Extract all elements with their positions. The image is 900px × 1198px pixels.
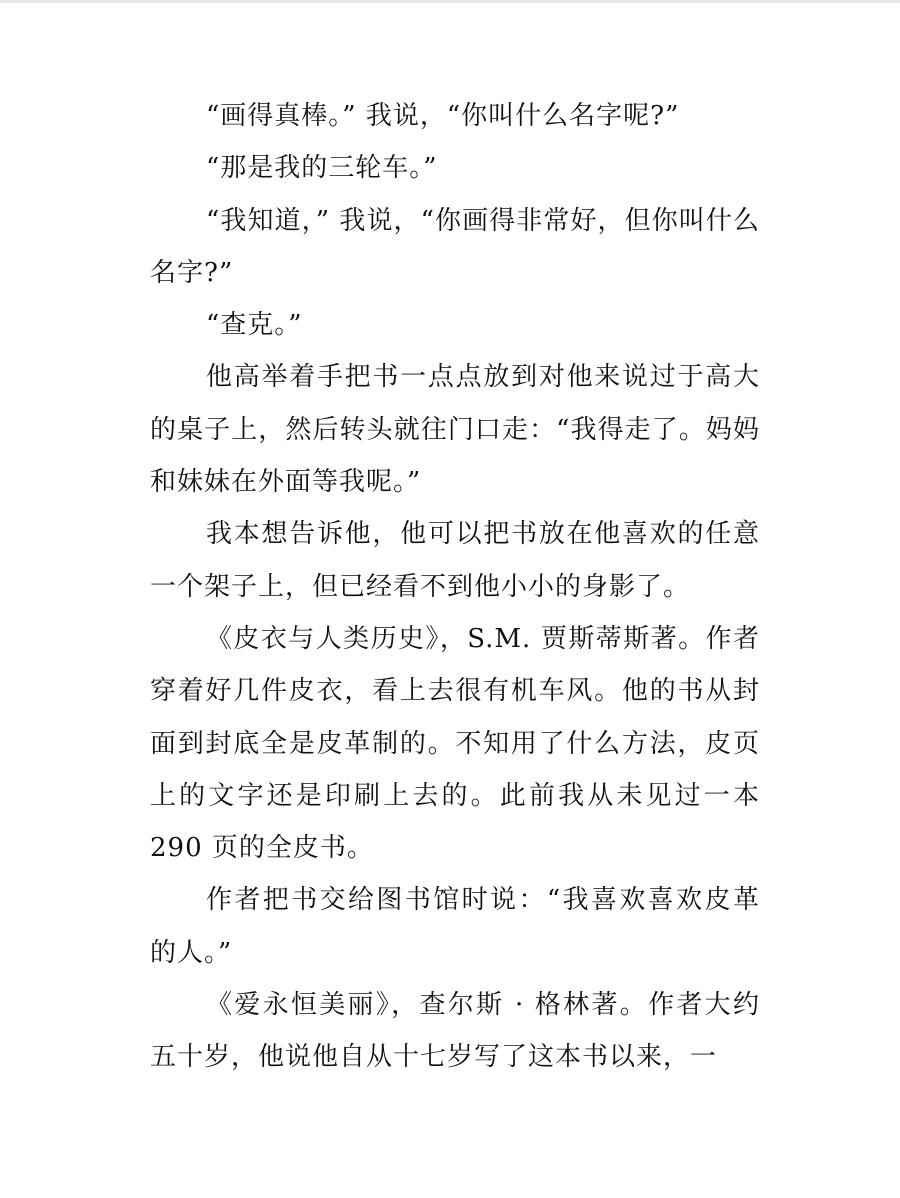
paragraph: 《皮衣与人类历史》，S.M. 贾斯蒂斯著。作者穿着好几件皮衣，看上去很有机车风。他的书从封面到封底全是皮革制的。不知用了什么方法，皮页上的文字还是印刷上去的。此前我从未见过一本 290 页的全皮书。 [150,623,760,864]
paragraph: “我知道，” 我说，“你画得非常好，但你叫什么名字?” [150,205,760,288]
paragraph: 作者把书交给图书馆时说：“我喜欢喜欢皮革的人。” [150,885,760,968]
paragraph: 《爱永恒美丽》，查尔斯 · 格林著。作者大约五十岁，他说他自从十七岁写了这本书以来，一 [150,990,760,1073]
book-page-text [150,90,760,1084]
paragraph: 我本想告诉他，他可以把书放在他喜欢的任意一个架子上，但已经看不到他小小的身影了。 [150,519,760,602]
paragraph: “查克。” [206,310,303,341]
paragraph: “那是我的三轮车。” [206,153,438,184]
page-top-edge [0,0,900,3]
paragraph: “画得真棒。” 我说，“你叫什么名字呢?” [206,101,680,131]
paragraph: 他高举着手把书一点点放到对他来说过于高大的桌子上，然后转头就往门口走：“我得走了。妈妈和妹妹在外面等我呢。” [150,362,760,498]
